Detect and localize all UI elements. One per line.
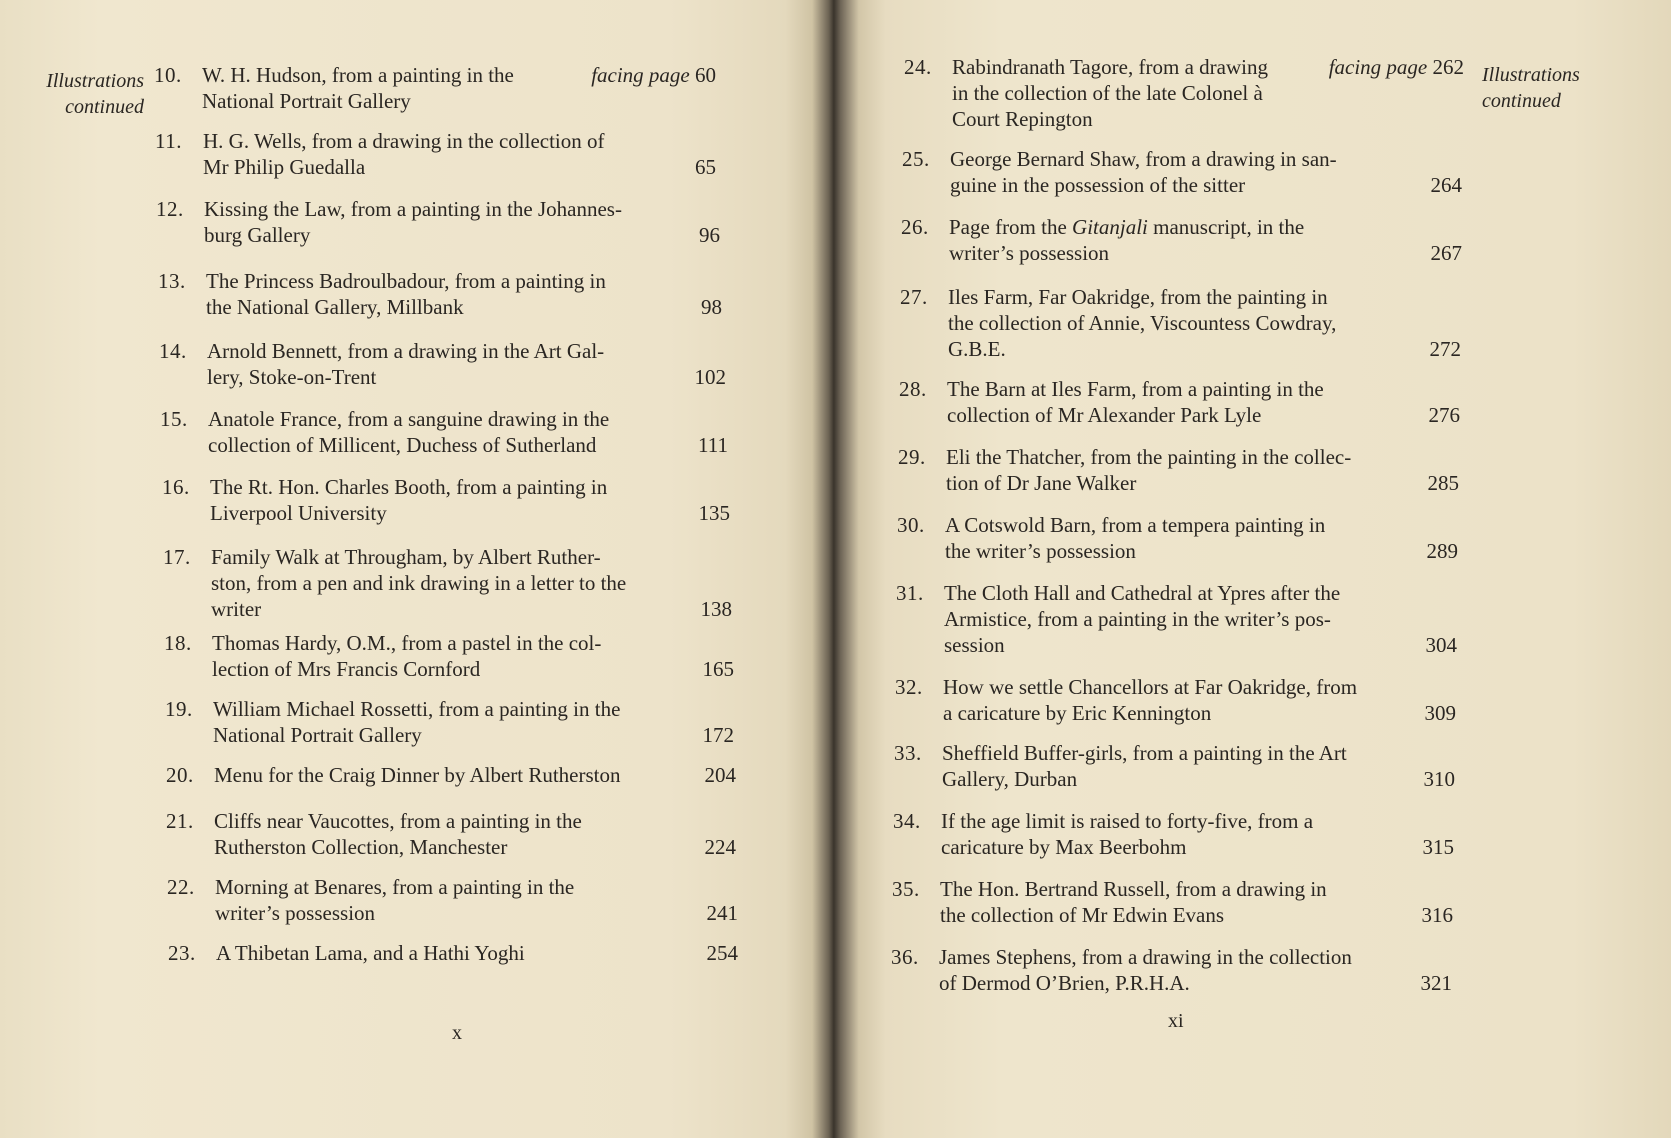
entry-line: W. H. Hudson, from a painting in the [202, 63, 514, 87]
entry-line: tion of Dr Jane Walker [946, 471, 1137, 495]
entry-page-number: 172 [702, 723, 734, 747]
entry-page-number: 289 [1426, 539, 1458, 563]
entry-line: Page from the Gitanjali manuscript, in the [949, 215, 1305, 239]
entry-number: 29. [898, 445, 926, 469]
entry-line: Kissing the Law, from a painting in the Johannes- [204, 197, 622, 221]
left-page [0, 0, 820, 1138]
entry-number: 21. [166, 809, 194, 833]
entry-line: Liverpool University [210, 501, 387, 525]
entry-line: ston, from a pen and ink drawing in a letter to the [211, 571, 627, 595]
entry-page-number: 254 [706, 941, 738, 965]
entry-page-number: 135 [698, 501, 730, 525]
entry-line: G.B.E. [948, 337, 1006, 361]
entry-line: The Hon. Bertrand Russell, from a drawing in [940, 877, 1327, 901]
entry-description [210, 474, 607, 526]
margin-note-line: Illustrations [1482, 64, 1580, 86]
entry-page-number: 276 [1428, 403, 1460, 427]
entry-line: Armistice, from a painting in the writer’s pos- [944, 607, 1331, 631]
entry-number: 25. [902, 147, 930, 171]
entry-number: 13. [158, 269, 186, 293]
entry-number: 30. [897, 513, 925, 537]
entry-page-number: 304 [1425, 633, 1457, 657]
entry-description [202, 62, 514, 114]
entry-page-number: 204 [704, 763, 736, 787]
entry-line: the collection of Mr Edwin Evans [940, 903, 1225, 927]
entry-page-number: 315 [1422, 835, 1454, 859]
entry-page-number: 111 [698, 433, 728, 457]
entry-page-number: 224 [704, 835, 736, 859]
entry-page-number: 316 [1421, 903, 1453, 927]
entry-line: writer’s possession [215, 901, 376, 925]
entry-line: Sheffield Buffer-girls, from a painting in the Art [942, 741, 1347, 765]
entry-description [944, 580, 1340, 658]
entry-description [207, 338, 604, 390]
entry-description [950, 146, 1337, 198]
entry-number: 22. [167, 875, 195, 899]
entry-line: the writer’s possession [945, 539, 1136, 563]
entry-description [214, 762, 621, 788]
entry-line: session [944, 633, 1005, 657]
entry-number: 31. [896, 581, 924, 605]
entry-page-number: 267 [1430, 241, 1462, 265]
facing-page-label: facing page [591, 63, 695, 87]
entry-line: If the age limit is raised to forty-five, from a [941, 809, 1314, 833]
entry-line: writer [211, 597, 262, 621]
entry-description [946, 444, 1351, 496]
entry-line: The Princess Badroulbadour, from a painting in [206, 269, 606, 293]
entry-line: Mr Philip Guedalla [203, 155, 366, 179]
entry-line: Rabindranath Tagore, from a drawing [952, 55, 1268, 79]
entry-page-number: 241 [706, 901, 738, 925]
right-margin-note [1482, 62, 1602, 114]
entry-description [215, 874, 574, 926]
facing-page-label: facing page [1328, 55, 1433, 79]
entry-number: 32. [895, 675, 923, 699]
entry-line: Court Repington [952, 107, 1093, 131]
entry-line: National Portrait Gallery [213, 723, 422, 747]
entry-description [948, 284, 1336, 362]
entry-page-number: facing page 60 [591, 63, 716, 87]
right-page [820, 0, 1671, 1138]
entry-line: Iles Farm, Far Oakridge, from the painting in [948, 285, 1328, 309]
entry-line: the National Gallery, Millbank [206, 295, 464, 319]
entry-description [203, 128, 605, 180]
entry-line: guine in the possession of the sitter [950, 173, 1246, 197]
entry-number: 12. [156, 197, 184, 221]
entry-line: Anatole France, from a sanguine drawing in the [208, 407, 610, 431]
entry-number: 11. [155, 129, 182, 153]
entry-line: Thomas Hardy, O.M., from a pastel in the col- [212, 631, 602, 655]
entry-page-number: 310 [1423, 767, 1455, 791]
entry-line: William Michael Rossetti, from a painting in the [213, 697, 621, 721]
entry-description [214, 808, 582, 860]
entry-line: The Barn at Iles Farm, from a painting in the [947, 377, 1324, 401]
entry-line: George Bernard Shaw, from a drawing in san- [950, 147, 1337, 171]
entry-description [206, 268, 606, 320]
entry-line: How we settle Chancellors at Far Oakridge, from [943, 675, 1358, 699]
entry-line: National Portrait Gallery [202, 89, 411, 113]
entry-description [212, 630, 601, 682]
entry-description [211, 544, 626, 622]
entry-page-number: 309 [1424, 701, 1456, 725]
entry-description [940, 876, 1327, 928]
entry-number: 26. [901, 215, 929, 239]
entry-description [216, 940, 525, 966]
entry-line: collection of Mr Alexander Park Lyle [947, 403, 1262, 427]
entry-page-number: 285 [1427, 471, 1459, 495]
entry-line: in the collection of the late Colonel à [952, 81, 1263, 105]
entry-number: 35. [892, 877, 920, 901]
entry-description [941, 808, 1313, 860]
entry-number: 34. [893, 809, 921, 833]
entry-description [942, 740, 1347, 792]
entry-page-number: 98 [701, 295, 722, 319]
margin-note-line: continued [65, 96, 144, 118]
entry-page-number: 321 [1420, 971, 1452, 995]
entry-number: 36. [891, 945, 919, 969]
entry-line: writer’s possession [949, 241, 1110, 265]
entry-page-number: 96 [699, 223, 720, 247]
entry-line: Gallery, Durban [942, 767, 1078, 791]
entry-description [949, 214, 1304, 266]
entry-description [939, 944, 1352, 996]
entry-number: 24. [904, 55, 932, 79]
entry-description [945, 512, 1325, 564]
entry-number: 28. [899, 377, 927, 401]
entry-line: The Cloth Hall and Cathedral at Ypres after the [944, 581, 1341, 605]
entry-line: caricature by Max Beerbohm [941, 835, 1187, 859]
entry-line: Family Walk at Througham, by Albert Ruther- [211, 545, 601, 569]
entry-number: 23. [168, 941, 196, 965]
entry-line: Eli the Thatcher, from the painting in the collec- [946, 445, 1352, 469]
page-folio: x [452, 1022, 462, 1044]
entry-page-number: 138 [700, 597, 732, 621]
entry-line: James Stephens, from a drawing in the collection [939, 945, 1352, 969]
entry-line: Morning at Benares, from a painting in the [215, 875, 575, 899]
entry-description [213, 696, 620, 748]
entry-number: 19. [165, 697, 193, 721]
entry-line: Cliffs near Vaucottes, from a painting in the [214, 809, 582, 833]
entry-page-number: 65 [695, 155, 716, 179]
entry-number: 14. [159, 339, 187, 363]
entry-line: of Dermod O’Brien, P.R.H.A. [939, 971, 1190, 995]
entry-number: 18. [164, 631, 192, 655]
entry-page-number: 102 [694, 365, 726, 389]
entry-page-number: 264 [1430, 173, 1462, 197]
margin-note-line: Illustrations [46, 70, 144, 92]
entry-line: the collection of Annie, Viscountess Cowdray, [948, 311, 1337, 335]
entry-description [943, 674, 1357, 726]
entry-description [947, 376, 1324, 428]
entry-line: lection of Mrs Francis Cornford [212, 657, 481, 681]
page-folio: xi [1168, 1010, 1184, 1032]
entry-page-number: 165 [702, 657, 734, 681]
entry-line: collection of Millicent, Duchess of Sutherland [208, 433, 597, 457]
entry-number: 20. [166, 763, 194, 787]
margin-note-line: continued [1482, 90, 1561, 112]
entry-number: 33. [894, 741, 922, 765]
entry-line: H. G. Wells, from a drawing in the collection of [203, 129, 605, 153]
entry-description [952, 54, 1268, 132]
entry-number: 15. [160, 407, 188, 431]
entry-line: A Thibetan Lama, and a Hathi Yoghi [216, 941, 525, 965]
entry-line: The Rt. Hon. Charles Booth, from a painting in [210, 475, 608, 499]
entry-line: lery, Stoke-on-Trent [207, 365, 377, 389]
entry-line: Menu for the Craig Dinner by Albert Rutherston [214, 763, 621, 787]
entry-page-number: 272 [1429, 337, 1461, 361]
entry-line: Arnold Bennett, from a drawing in the Art Gal- [207, 339, 605, 363]
entry-page-number: facing page 262 [1328, 55, 1464, 79]
entry-line: a caricature by Eric Kennington [943, 701, 1212, 725]
left-margin-note [32, 68, 144, 120]
entry-number: 27. [900, 285, 928, 309]
entry-number: 17. [163, 545, 191, 569]
entry-description [208, 406, 609, 458]
entry-line: burg Gallery [204, 223, 311, 247]
entry-line: A Cotswold Barn, from a tempera painting in [945, 513, 1326, 537]
entry-number: 16. [162, 475, 190, 499]
entry-description [204, 196, 622, 248]
italic-title: Gitanjali [1072, 215, 1148, 239]
entry-line: Rutherston Collection, Manchester [214, 835, 508, 859]
entry-number: 10. [154, 63, 182, 87]
